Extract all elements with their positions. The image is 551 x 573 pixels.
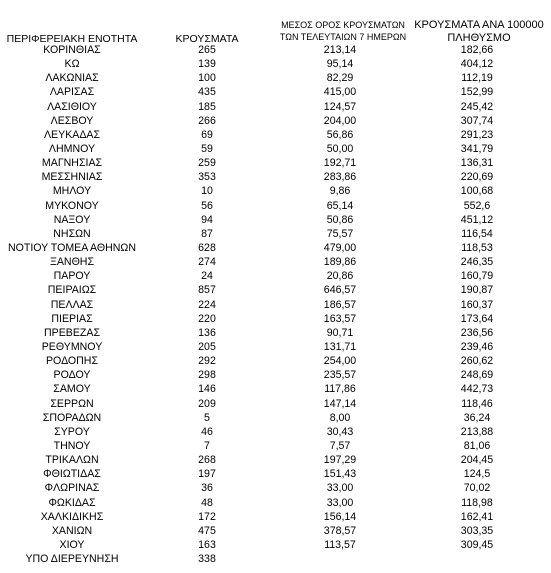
cell-cases: 56 — [201, 199, 213, 212]
table-row — [0, 227, 551, 241]
table-row — [0, 382, 551, 396]
cell-per100k: 116,54 — [461, 227, 493, 240]
cell-region: ΥΠΟ ΔΙΕΡΕΥΝΗΣΗ — [25, 553, 119, 566]
table-row — [0, 453, 551, 467]
table-row — [0, 340, 551, 354]
cell-cases: 435 — [198, 86, 216, 99]
header-per100k-line2: ΠΛΗΘΥΣΜΟ — [447, 31, 511, 44]
header-per100k — [406, 19, 551, 44]
cell-region: ΦΩΚΙΔΑΣ — [48, 496, 96, 509]
cell-cases: 185 — [198, 100, 216, 113]
cell-per100k: 239,46 — [460, 340, 494, 353]
cell-avg7: 113,57 — [324, 538, 356, 551]
cell-per100k: 136,31 — [460, 157, 494, 170]
cell-avg7: 192,71 — [323, 157, 357, 170]
header-avg7-line2: ΤΩΝ ΤΕΛΕΥΤΑΙΩΝ 7 ΗΜΕΡΩΝ — [279, 32, 407, 42]
cell-per100k: 245,42 — [460, 100, 494, 113]
cell-cases: 209 — [198, 397, 216, 410]
cell-avg7: 186,57 — [323, 298, 357, 311]
cell-avg7: 124,57 — [323, 100, 357, 113]
cell-per100k: 236,56 — [460, 326, 494, 339]
cell-region: ΜΗΛΟΥ — [52, 185, 92, 198]
cell-cases: 628 — [198, 241, 216, 254]
cell-per100k: 213,88 — [460, 425, 494, 438]
cell-avg7: 197,29 — [323, 454, 357, 467]
cell-region: ΦΛΩΡΙΝΑΣ — [44, 482, 100, 495]
cell-avg7: 75,57 — [326, 227, 354, 240]
cell-per100k: 173,64 — [460, 312, 494, 325]
cell-per100k: 118,53 — [461, 241, 493, 254]
cell-avg7: 65,14 — [326, 199, 354, 212]
table-row — [0, 425, 551, 439]
cell-avg7: 151,43 — [323, 468, 357, 481]
table-row — [0, 552, 551, 566]
cell-per100k: 303,35 — [460, 524, 494, 537]
cell-per100k: 124,5 — [463, 468, 491, 481]
table-row — [0, 439, 551, 453]
cell-per100k: 404,12 — [460, 58, 494, 71]
cell-cases: 172 — [198, 510, 216, 523]
cell-avg7: 33,00 — [326, 482, 354, 495]
cell-per100k: 291,23 — [460, 128, 494, 141]
cell-region: ΛΑΚΩΝΙΑΣ — [45, 72, 99, 85]
cell-cases: 146 — [198, 383, 216, 396]
header-avg7 — [273, 19, 413, 43]
table-row — [0, 142, 551, 156]
cell-cases: 205 — [198, 340, 216, 353]
cell-region: ΠΙΕΡΙΑΣ — [51, 312, 93, 325]
table-row — [0, 538, 551, 552]
cell-per100k: 220,69 — [460, 171, 494, 184]
cell-avg7: 156,14 — [323, 510, 357, 523]
cell-avg7: 204,00 — [323, 114, 357, 127]
cell-per100k: 442,73 — [460, 383, 494, 396]
table-body — [0, 43, 551, 566]
table-row — [0, 213, 551, 227]
cell-region: ΛΑΣΙΘΙΟΥ — [47, 100, 97, 113]
header-region: ΠΕΡΙΦΕΡΕΙΑΚΗ ΕΝΟΤΗΤΑ — [6, 33, 138, 45]
cell-per100k: 70,02 — [463, 482, 491, 495]
cell-cases: 36 — [201, 482, 213, 495]
table-row — [0, 269, 551, 283]
cell-cases: 5 — [204, 411, 210, 424]
cell-region: ΧΙΟΥ — [59, 538, 85, 551]
cell-avg7: 95,14 — [326, 58, 354, 71]
cell-region: ΣΥΡΟΥ — [54, 425, 90, 438]
table-row — [0, 170, 551, 184]
cell-region: ΠΕΙΡΑΙΩΣ — [47, 284, 97, 297]
cell-per100k: 160,79 — [460, 270, 494, 283]
table-row — [0, 199, 551, 213]
table-row — [0, 312, 551, 326]
cell-cases: 87 — [201, 227, 213, 240]
cell-region: ΤΗΝΟΥ — [53, 439, 91, 452]
cell-region: ΛΑΡΙΣΑΣ — [49, 86, 95, 99]
cell-region: ΛΕΥΚΑΔΑΣ — [43, 128, 101, 141]
table-row — [0, 43, 551, 57]
table-row — [0, 85, 551, 99]
table-row — [0, 57, 551, 71]
cell-per100k: 36,24 — [463, 411, 491, 424]
cell-cases: 136 — [198, 326, 216, 339]
cell-per100k: 100,68 — [460, 185, 494, 198]
cell-region: ΛΗΜΝΟΥ — [48, 142, 96, 155]
cell-region: ΣΕΡΡΩΝ — [50, 397, 94, 410]
cell-avg7: 479,00 — [323, 241, 357, 254]
cell-per100k: 260,62 — [460, 355, 494, 368]
cell-region: ΣΑΜΟΥ — [53, 383, 91, 396]
table-row — [0, 524, 551, 538]
cell-cases: 338 — [198, 553, 216, 566]
cell-region: ΝΟΤΙΟΥ ΤΟΜΕΑ ΑΘΗΝΩΝ — [7, 241, 137, 254]
table-row — [0, 496, 551, 510]
cell-region: ΧΑΝΙΩΝ — [51, 524, 93, 537]
cell-avg7: 235,57 — [323, 369, 357, 382]
cell-region: ΡΟΔΟΥ — [53, 369, 91, 382]
cell-cases: 197 — [198, 468, 216, 481]
cell-avg7: 56,86 — [326, 128, 354, 141]
cell-region: ΚΟΡΙΝΘΙΑΣ — [43, 44, 101, 56]
cell-avg7: 50,00 — [326, 142, 354, 155]
cell-cases: 139 — [198, 58, 216, 71]
cell-cases: 274 — [198, 256, 216, 269]
cell-cases: 475 — [198, 524, 216, 537]
cell-avg7: 82,29 — [326, 72, 354, 85]
table-row — [0, 354, 551, 368]
cell-per100k: 81,06 — [463, 439, 491, 452]
cell-cases: 94 — [201, 213, 213, 226]
cell-cases: 7 — [204, 439, 210, 452]
table-row — [0, 467, 551, 481]
cell-avg7: 33,00 — [326, 496, 354, 509]
cell-cases: 59 — [201, 142, 213, 155]
cell-avg7: 117,86 — [324, 383, 356, 396]
cell-avg7: 213,14 — [323, 44, 357, 56]
cell-region: ΞΑΝΘΗΣ — [49, 256, 95, 269]
cell-cases: 46 — [201, 425, 213, 438]
cell-per100k: 307,74 — [460, 114, 494, 127]
table-row — [0, 481, 551, 495]
cell-per100k: 118,46 — [461, 397, 493, 410]
cell-cases: 220 — [198, 312, 216, 325]
cell-avg7: 20,86 — [326, 270, 354, 283]
cell-region: ΡΕΘΥΜΝΟΥ — [41, 340, 103, 353]
cell-per100k: 118,98 — [461, 496, 493, 509]
cell-per100k: 152,99 — [460, 86, 494, 99]
cell-avg7: 7,57 — [329, 439, 351, 452]
cell-avg7: 163,57 — [323, 312, 357, 325]
cell-region: ΠΑΡΟΥ — [53, 270, 91, 283]
cell-cases: 353 — [198, 171, 216, 184]
cell-avg7: 415,00 — [323, 86, 357, 99]
cell-avg7: 147,14 — [323, 397, 357, 410]
cell-region: ΝΑΞΟΥ — [53, 213, 91, 226]
table-row — [0, 100, 551, 114]
cell-cases: 10 — [201, 185, 213, 198]
table-row — [0, 241, 551, 255]
table-row — [0, 411, 551, 425]
cell-region: ΠΡΕΒΕΖΑΣ — [44, 326, 100, 339]
cell-region: ΜΕΣΣΗΝΙΑΣ — [41, 171, 103, 184]
table-row — [0, 510, 551, 524]
cell-per100k: 248,69 — [460, 369, 494, 382]
cell-cases: 292 — [198, 355, 216, 368]
cell-avg7: 9,86 — [329, 185, 351, 198]
cell-per100k: 204,45 — [460, 454, 494, 467]
cell-per100k: 112,19 — [461, 72, 493, 85]
table-row — [0, 283, 551, 297]
header-cases: ΚΡΟΥΣΜΑΤΑ — [175, 33, 239, 45]
cell-avg7: 646,57 — [323, 284, 357, 297]
header-per100k-line1: ΚΡΟΥΣΜΑΤΑ ΑΝΑ 100000 — [414, 19, 544, 31]
cell-per100k: 451,12 — [460, 213, 494, 226]
table-row — [0, 156, 551, 170]
cell-cases: 268 — [198, 454, 216, 467]
cell-region: ΣΠΟΡΑΔΩΝ — [42, 411, 102, 424]
cell-per100k: 182,66 — [460, 44, 494, 56]
cell-cases: 224 — [198, 298, 216, 311]
cell-cases: 298 — [198, 369, 216, 382]
cell-region: ΠΕΛΛΑΣ — [50, 298, 94, 311]
table-row — [0, 298, 551, 312]
cell-region: ΜΥΚΟΝΟΥ — [45, 199, 99, 212]
cell-region: ΚΩ — [64, 58, 80, 71]
cell-per100k: 246,35 — [460, 256, 494, 269]
table-row — [0, 326, 551, 340]
cell-avg7: 283,86 — [323, 171, 357, 184]
cell-per100k: 309,45 — [460, 538, 494, 551]
cell-avg7: 131,71 — [323, 340, 357, 353]
cell-per100k: 162,41 — [460, 510, 494, 523]
cell-cases: 266 — [198, 114, 216, 127]
cell-region: ΡΟΔΟΠΗΣ — [45, 355, 99, 368]
cell-cases: 48 — [201, 496, 213, 509]
cell-region: ΝΗΣΩΝ — [53, 227, 91, 240]
table-row — [0, 397, 551, 411]
cell-cases: 24 — [201, 270, 213, 283]
cell-avg7: 254,00 — [323, 355, 357, 368]
cell-region: ΤΡΙΚΑΛΩΝ — [45, 454, 99, 467]
cell-cases: 265 — [198, 44, 216, 56]
table-row — [0, 114, 551, 128]
cell-per100k: 341,79 — [460, 142, 494, 155]
header-avg7-line1: ΜΕΣΟΣ ΟΡΟΣ ΚΡΟΥΣΜΑΤΩΝ — [281, 20, 405, 30]
table-row — [0, 128, 551, 142]
cell-cases: 163 — [198, 538, 216, 551]
cell-region: ΛΕΣΒΟΥ — [50, 114, 94, 127]
cell-avg7: 8,00 — [329, 411, 351, 424]
cell-region: ΦΘΙΩΤΙΔΑΣ — [43, 468, 101, 481]
cell-avg7: 30,43 — [326, 425, 354, 438]
cell-avg7: 189,86 — [323, 256, 357, 269]
cell-avg7: 90,71 — [326, 326, 354, 339]
cell-per100k: 190,87 — [460, 284, 494, 297]
cell-region: ΧΑΛΚΙΔΙΚΗΣ — [40, 510, 104, 523]
cell-cases: 259 — [198, 157, 216, 170]
cell-cases: 69 — [201, 128, 213, 141]
cell-per100k: 160,37 — [460, 298, 494, 311]
cell-cases: 857 — [198, 284, 216, 297]
table-row — [0, 255, 551, 269]
cell-per100k: 552,6 — [463, 199, 491, 212]
cell-avg7: 378,57 — [323, 524, 357, 537]
cell-region: ΜΑΓΝΗΣΙΑΣ — [41, 157, 103, 170]
table-row — [0, 184, 551, 198]
table-row — [0, 368, 551, 382]
table-row — [0, 71, 551, 85]
cell-cases: 100 — [198, 72, 216, 85]
cell-avg7: 50,86 — [326, 213, 354, 226]
